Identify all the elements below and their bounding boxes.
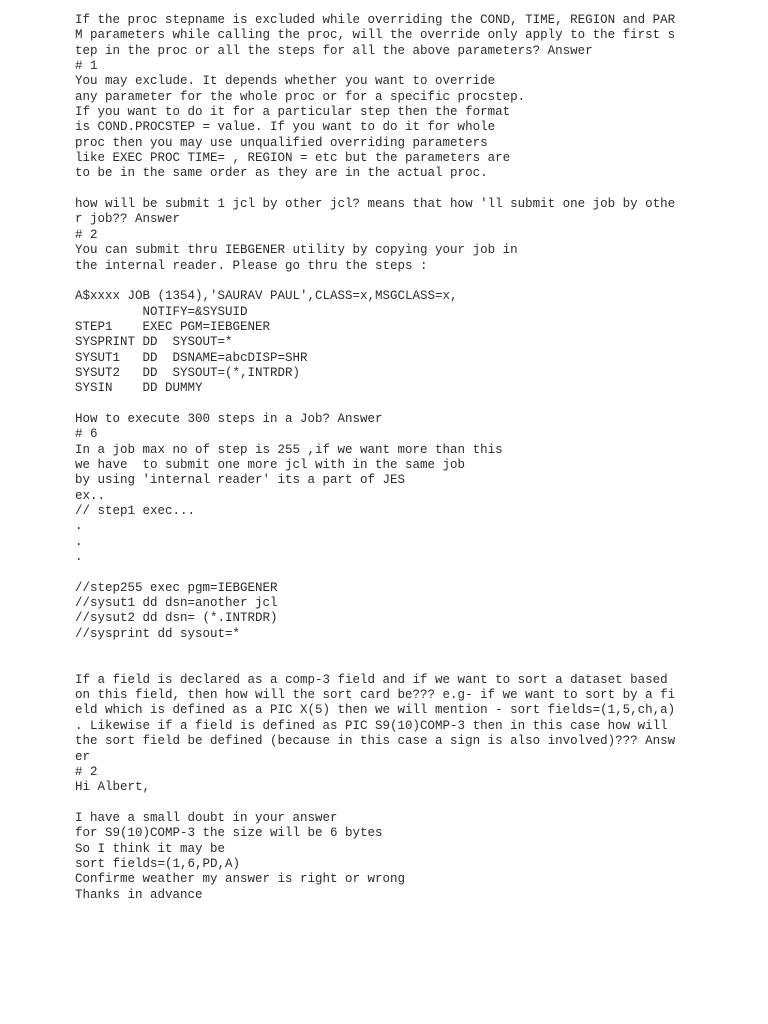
text-line: In a job max no of step is 255 ,if we want more than this	[75, 442, 503, 457]
text-line: # 1	[75, 59, 98, 74]
text-line: How to execute 300 steps in a Job? Answer	[75, 411, 383, 426]
text-line: to be in the same order as they are in the actual proc.	[75, 166, 488, 181]
text-line: how will be submit 1 jcl by other jcl? means that how 'll submit one job by othe	[75, 197, 676, 212]
text-line: //sysut2 dd dsn= (*.INTRDR)	[75, 611, 278, 626]
document-text	[75, 13, 755, 903]
text-line: r job?? Answer	[75, 212, 181, 227]
text-line: tep in the proc or all the steps for all the above parameters? Answer	[75, 43, 593, 58]
text-line: the internal reader. Please go thru the steps :	[75, 258, 428, 273]
text-line: sort fields=(1,6,PD,A)	[75, 856, 241, 871]
text-line: any parameter for the whole proc or for a specific procstep.	[75, 89, 526, 104]
text-line: //sysprint dd sysout=*	[75, 626, 241, 641]
text-line	[75, 182, 755, 197]
text-line: .	[75, 519, 83, 534]
text-line: by using 'internal reader' its a part of JES	[75, 473, 406, 488]
text-line: # 6	[75, 427, 98, 442]
text-line	[75, 565, 755, 580]
text-line: //step255 exec pgm=IEBGENER	[75, 580, 278, 595]
text-line	[75, 642, 755, 657]
text-line: er	[75, 749, 91, 764]
text-line: SYSUT1 DD DSNAME=abcDISP=SHR	[75, 350, 308, 365]
text-line: // step1 exec...	[75, 504, 196, 518]
text-line: # 2	[75, 227, 98, 242]
text-line: .	[75, 534, 83, 549]
text-line: If the proc stepname is excluded while overriding the COND, TIME, REGION and PAR	[75, 13, 676, 27]
text-line: # 2	[75, 764, 98, 779]
text-line: //sysut1 dd dsn=another jcl	[75, 596, 278, 611]
text-line	[75, 796, 755, 811]
text-line: If you want to do it for a particular step then the format	[75, 105, 511, 120]
text-line: proc then you may use unqualified overriding parameters	[75, 135, 488, 150]
text-line: I have a small doubt in your answer	[75, 810, 338, 825]
text-line: M parameters while calling the proc, will the override only apply to the first s	[75, 28, 676, 43]
text-line	[75, 657, 755, 672]
text-line: .	[75, 550, 83, 565]
text-line: SYSUT2 DD SYSOUT=(*,INTRDR)	[75, 365, 301, 380]
text-line: like EXEC PROC TIME= , REGION = etc but the parameters are	[75, 151, 511, 166]
text-line: SYSIN DD DUMMY	[75, 381, 203, 396]
text-line: eld which is defined as a PIC X(5) then we will mention - sort fields=(1,5,ch,a)	[75, 703, 676, 718]
text-line: for S9(10)COMP-3 the size will be 6 bytes	[75, 826, 383, 841]
text-line: A$xxxx JOB (1354),'SAURAV PAUL',CLASS=x,MSGCLASS=x,	[75, 289, 458, 304]
text-line: ex..	[75, 488, 106, 503]
text-line: NOTIFY=&SYSUID	[75, 304, 248, 319]
text-line: we have to submit one more jcl with in the same job	[75, 457, 466, 472]
text-line: SYSPRINT DD SYSOUT=*	[75, 335, 233, 350]
text-line: STEP1 EXEC PGM=IEBGENER	[75, 319, 271, 334]
text-line: the sort field be defined (because in this case a sign is also involved)??? Answ	[75, 734, 676, 749]
text-line: Thanks in advance	[75, 887, 203, 902]
text-line: is COND.PROCSTEP = value. If you want to do it for whole	[75, 120, 496, 135]
text-line: Hi Albert,	[75, 780, 151, 795]
text-line: So I think it may be	[75, 841, 226, 856]
text-line: . Likewise if a field is defined as PIC S9(10)COMP-3 then in this case how will	[75, 718, 668, 733]
text-line	[75, 274, 755, 289]
text-line: Confirme weather my answer is right or wrong	[75, 872, 406, 887]
text-line	[75, 397, 755, 412]
text-line: You may exclude. It depends whether you want to override	[75, 74, 496, 89]
text-line: If a field is declared as a comp-3 field and if we want to sort a dataset based	[75, 672, 668, 687]
text-line: on this field, then how will the sort card be??? e.g- if we want to sort by a fi	[75, 688, 676, 703]
text-line: You can submit thru IEBGENER utility by copying your job in	[75, 243, 518, 258]
